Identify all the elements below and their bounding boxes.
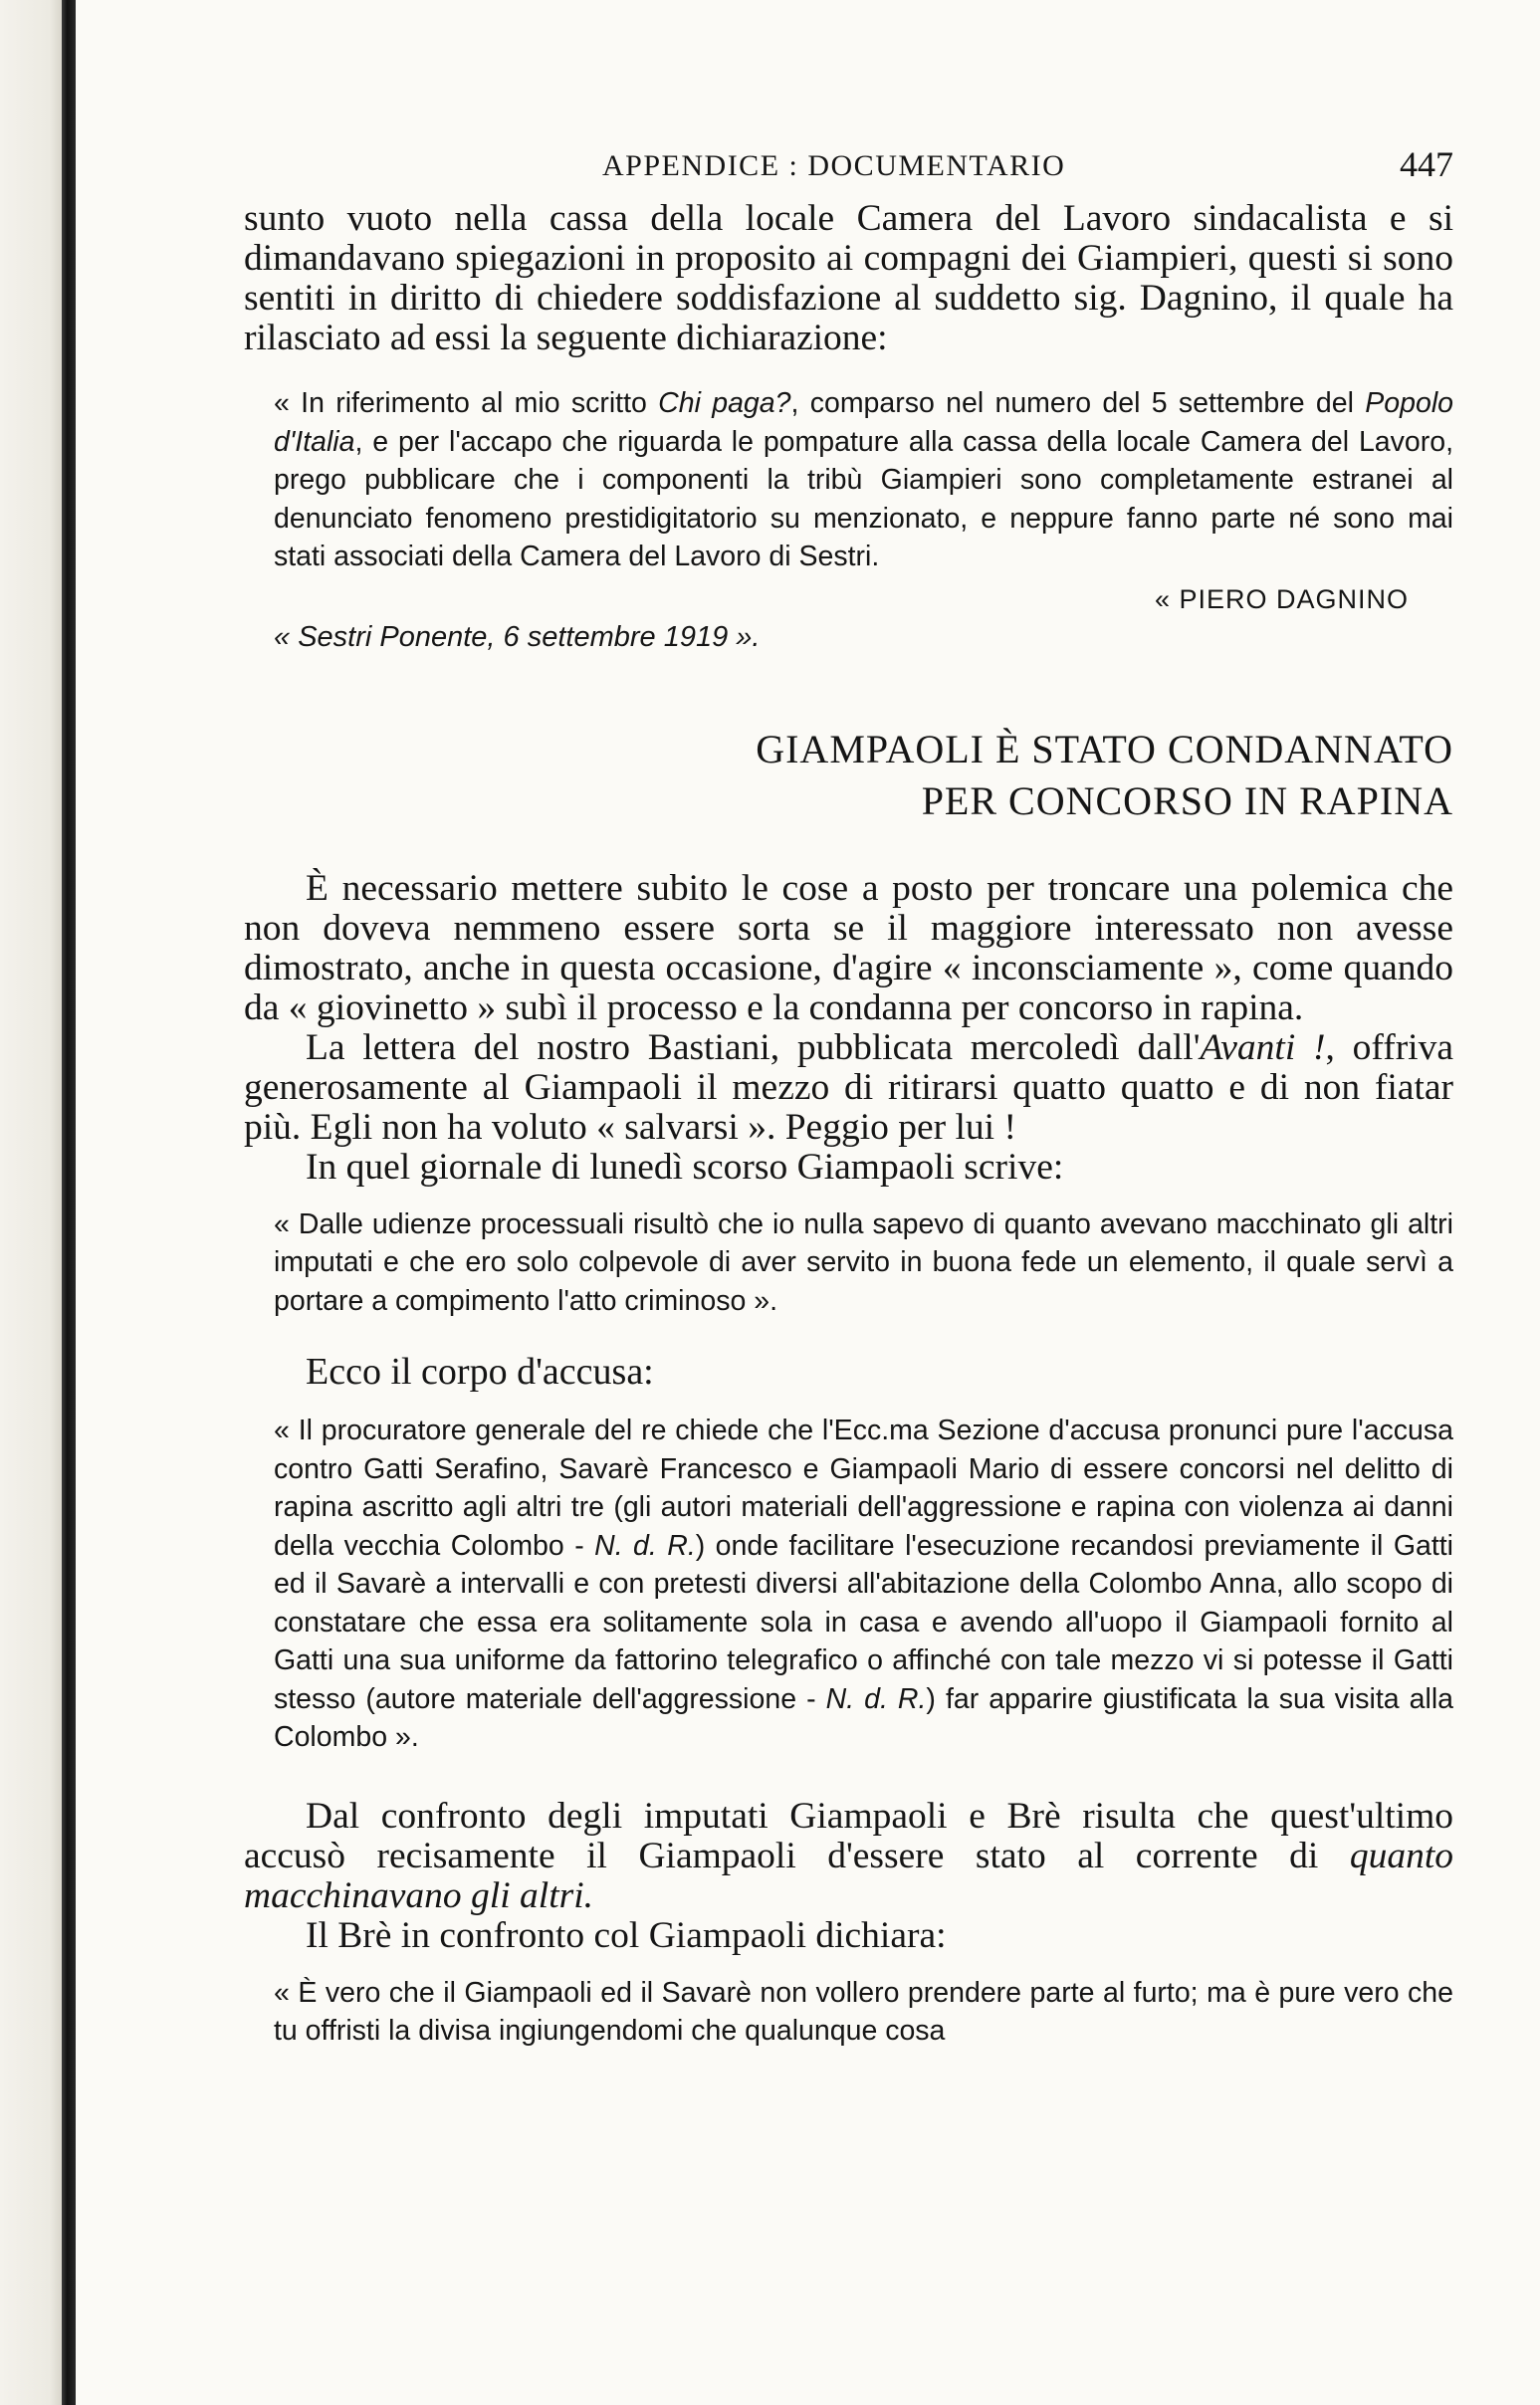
dateline-close: ». [728,620,761,653]
article-paragraph-2 [244,1028,1453,1148]
p2-text-1: La lettera del nostro Bastiani, pubblicata mercoledì dall' [306,1026,1201,1068]
p4-text-1: Dal confronto degli imputati Giampaoli e Brè risulta che quest'ultimo accusò recisamente il Giampaoli d'essere stato al corrente di [244,1795,1453,1876]
intro-paragraph: sunto vuoto nella cassa della locale Camera del Lavoro sindacalista e si dimandavano spiegazioni in proposito ai compagni dei Giampieri, questi si sono sentiti in diritto di chiedere soddisfazione al suddetto sig. Dagnino, il quale ha rilasciato ad essi la seguente dichiarazione: [244,198,1453,358]
letter-body [244,384,1453,576]
letter-signature: « PIERO DAGNINO [1154,583,1409,614]
bre-quote [244,1974,1453,2051]
document-page [244,139,1453,2051]
accusa-label: Ecco il corpo d'accusa: [306,1351,654,1393]
article-paragraph-4 [244,1797,1453,1916]
binding-edge [62,0,76,2405]
dateline-text: Sestri Ponente, 6 settembre 1919 [298,620,729,653]
dagnino-letter [244,384,1453,576]
letter-newspaper-title: Popolo d'Italia [274,387,1454,458]
article-paragraph-1: È necessario mettere subito le cose a posto per troncare una polemica che non doveva nemmeno essere sorta se il maggiore interessato non avesse dimostrato, anche in questa occasione, d'agire « inconsciamente », come quando da « giovinetto » subì il processo e la condanna per concorso in rapina. [244,867,1453,1028]
letter-text-2: , comparso nel numero del 5 settembre del [790,387,1366,419]
article-paragraph-3: In quel giornale di lunedì scorso Giampaoli scrive: [306,1146,1064,1188]
headline-line-1: GIAMPAOLI È STATO CONDANNATO [756,726,1453,771]
quote-2-text-3: ) far apparire giustificata la sua visita alla Colombo ». [274,1682,1454,1753]
letter-article-title: Chi paga? [658,387,791,419]
letter-text-1: « In riferimento al mio scritto [274,387,659,419]
quote-2-text-2: ) onde facilitare l'esecuzione recandosi previamente il Gatti ed il Savarè a intervalli e con pretesti diversi all'abitazione della Colombo Anna, allo scopo di constatare che essa era solitamente sola in casa e avendo all'uopo il Giampaoli fornito al Gatti una sua uniforme da fattorino telegrafico o affinché con tale mezzo vi si potesse il Gatti stesso (autore materiale dell'aggressione - [274,1529,1453,1715]
article-headline [244,724,1453,827]
quote-2-text [244,1412,1453,1757]
p4-italic-phrase: quanto macchinavano gli altri. [244,1835,1453,1916]
dateline-open: « [274,620,299,653]
quote-2-text-1: « Il procuratore generale del re chiede che l'Ecc.ma Sezione d'accusa pronunci pure l'accusa contro Gatti Serafino, Savarè Francesco e Giampaoli Mario di essere concorsi nel delitto di rapina ascritto agli altri tre (gli autori materiali dell'aggressione e rapina con violenza ai danni della vecchia Colombo - [274,1415,1453,1562]
editor-note-1: N. d. R. [594,1529,696,1562]
letter-text-3: , e per l'accapo che riguarda le pompature alla cassa della locale Camera del Lavoro, prego pubblicare che i componenti la tribù Giampieri sono completamente estranei al denunciato fenomeno prestidigitatorio su menzionato, e neppure fanno parte né sono mai stati associati della Camera del Lavoro di Sestri. [274,425,1453,572]
page-number: 447 [1400,144,1453,184]
editor-note-2: N. d. R. [825,1682,927,1715]
quote-3-text: « È vero che il Giampaoli ed il Savarè non vollero prendere parte al furto; ma è pure vero che tu offristi la divisa ingiungendomi che qualunque cosa [274,1976,1453,2047]
letter-dateline [244,621,1453,654]
giampaoli-quote [244,1205,1453,1321]
accusa-quote [244,1412,1453,1757]
article-paragraph-5: Il Brè in confronto col Giampaoli dichiara: [306,1914,947,1956]
quote-1-text: « Dalle udienze processuali risultò che io nulla sapevo di quanto avevano macchinato gli altri imputati e che ero solo colpevole di aver servito in buona fede un elemento, il quale servì a portare a compimento l'atto criminoso ». [274,1207,1453,1317]
page-gutter [0,0,62,2405]
running-title: APPENDICE : DOCUMENTARIO [602,149,1066,182]
running-header [244,139,1453,199]
avanti-title: Avanti ! [1200,1026,1326,1068]
p2-text-2: , offriva generosamente al Giampaoli il mezzo di ritirarsi quatto quatto e di non fiatar più. Egli non ha voluto « salvarsi ». Peggio per lui ! [244,1026,1453,1148]
headline-line-2: PER CONCORSO IN RAPINA [921,777,1453,823]
